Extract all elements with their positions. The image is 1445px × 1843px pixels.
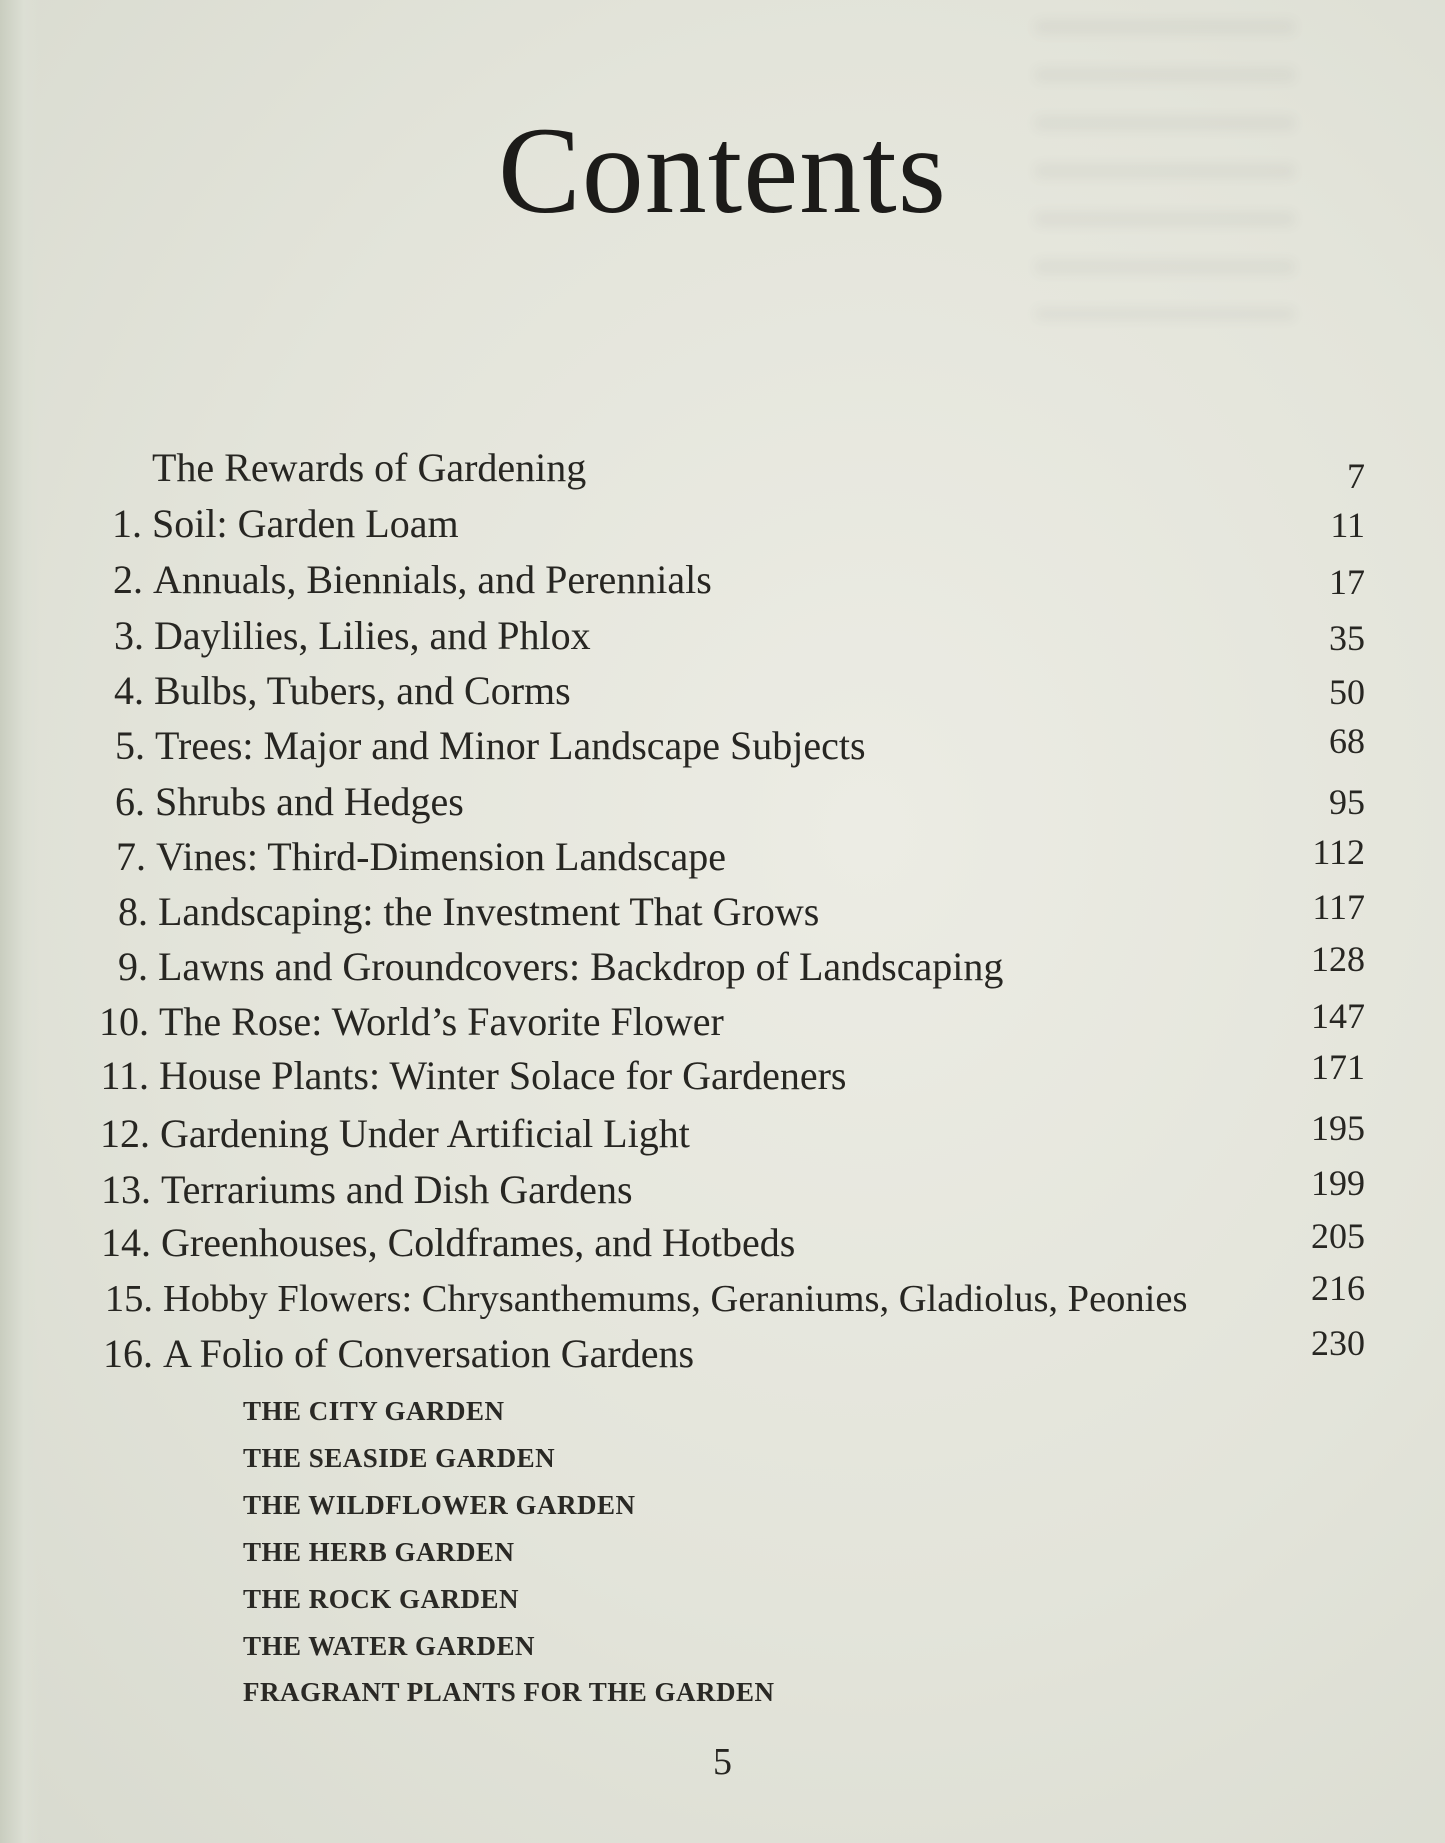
page-number: 35 xyxy=(1329,618,1365,658)
page-number: 147 xyxy=(1311,996,1365,1036)
chapter-title: Shrubs and Hedges xyxy=(155,779,464,824)
sub-entry: THE WATER GARDEN xyxy=(243,1631,536,1661)
chapter-title: House Plants: Winter Solace for Gardeners xyxy=(159,1053,847,1098)
chapter-title: Daylilies, Lilies, and Phlox xyxy=(154,613,591,658)
page-number: 230 xyxy=(1311,1323,1365,1363)
page-number: 112 xyxy=(1312,832,1365,872)
chapter-title: Gardening Under Artificial Light xyxy=(160,1111,690,1156)
page-number: 199 xyxy=(1311,1163,1365,1203)
sub-entry: THE HERB GARDEN xyxy=(243,1537,515,1567)
chapter-number: 8. xyxy=(118,889,148,934)
page-number: 68 xyxy=(1329,721,1365,761)
sub-entry: THE ROCK GARDEN xyxy=(243,1584,520,1614)
chapter-number: 2. xyxy=(113,557,143,602)
sub-entry: THE WILDFLOWER GARDEN xyxy=(243,1490,636,1520)
chapter-title: Lawns and Groundcovers: Backdrop of Landscaping xyxy=(158,944,1004,989)
chapter-number: 9. xyxy=(118,944,148,989)
chapter-title: Hobby Flowers: Chrysanthemums, Geraniums, Gladiolus, Peonies xyxy=(163,1278,1188,1320)
page-number: 205 xyxy=(1311,1216,1365,1256)
page-folio-number: 5 xyxy=(713,1741,732,1783)
chapter-title: Vines: Third-Dimension Landscape xyxy=(156,834,727,879)
chapter-title: A Folio of Conversation Gardens xyxy=(163,1331,695,1376)
chapter-number: 14. xyxy=(101,1220,151,1265)
page-number: 171 xyxy=(1311,1047,1365,1087)
chapter-number: 16. xyxy=(103,1331,153,1376)
chapter-number: 3. xyxy=(114,613,144,658)
chapter-number: 1. xyxy=(112,501,142,546)
page-title: Contents xyxy=(498,102,947,239)
page-number: 17 xyxy=(1329,562,1365,602)
chapter-number: 4. xyxy=(114,668,144,713)
chapter-title: Soil: Garden Loam xyxy=(152,501,459,546)
page-number: 195 xyxy=(1311,1108,1365,1148)
page-number: 95 xyxy=(1329,782,1365,822)
chapter-number: 11. xyxy=(100,1053,149,1098)
chapter-title: Annuals, Biennials, and Perennials xyxy=(153,557,712,602)
sub-entry: THE CITY GARDEN xyxy=(243,1396,505,1426)
chapter-title: The Rose: World’s Favorite Flower xyxy=(159,999,724,1044)
chapter-number: 13. xyxy=(101,1167,151,1212)
chapter-number: 10. xyxy=(99,999,149,1044)
chapter-title: Trees: Major and Minor Landscape Subjects xyxy=(155,723,866,768)
sub-entry: FRAGRANT PLANTS FOR THE GARDEN xyxy=(243,1677,775,1707)
page-number: 117 xyxy=(1312,887,1365,927)
chapter-number: 5. xyxy=(115,723,145,768)
page-number: 50 xyxy=(1329,672,1365,712)
chapter-title: Terrariums and Dish Gardens xyxy=(161,1167,633,1212)
page-number: 11 xyxy=(1330,505,1365,545)
chapter-title: The Rewards of Gardening xyxy=(152,445,587,490)
chapter-title: Greenhouses, Coldframes, and Hotbeds xyxy=(161,1220,796,1265)
chapter-number: 12. xyxy=(100,1111,150,1156)
page-number: 216 xyxy=(1311,1268,1365,1308)
chapter-number: 6. xyxy=(115,779,145,824)
sub-entry: THE SEASIDE GARDEN xyxy=(243,1443,556,1473)
chapter-number: 7. xyxy=(116,834,146,879)
chapter-title: Bulbs, Tubers, and Corms xyxy=(154,668,571,713)
chapter-title: Landscaping: the Investment That Grows xyxy=(158,889,820,934)
page-number: 7 xyxy=(1347,456,1365,496)
page-number: 128 xyxy=(1311,939,1365,979)
chapter-number: 15. xyxy=(104,1278,153,1320)
